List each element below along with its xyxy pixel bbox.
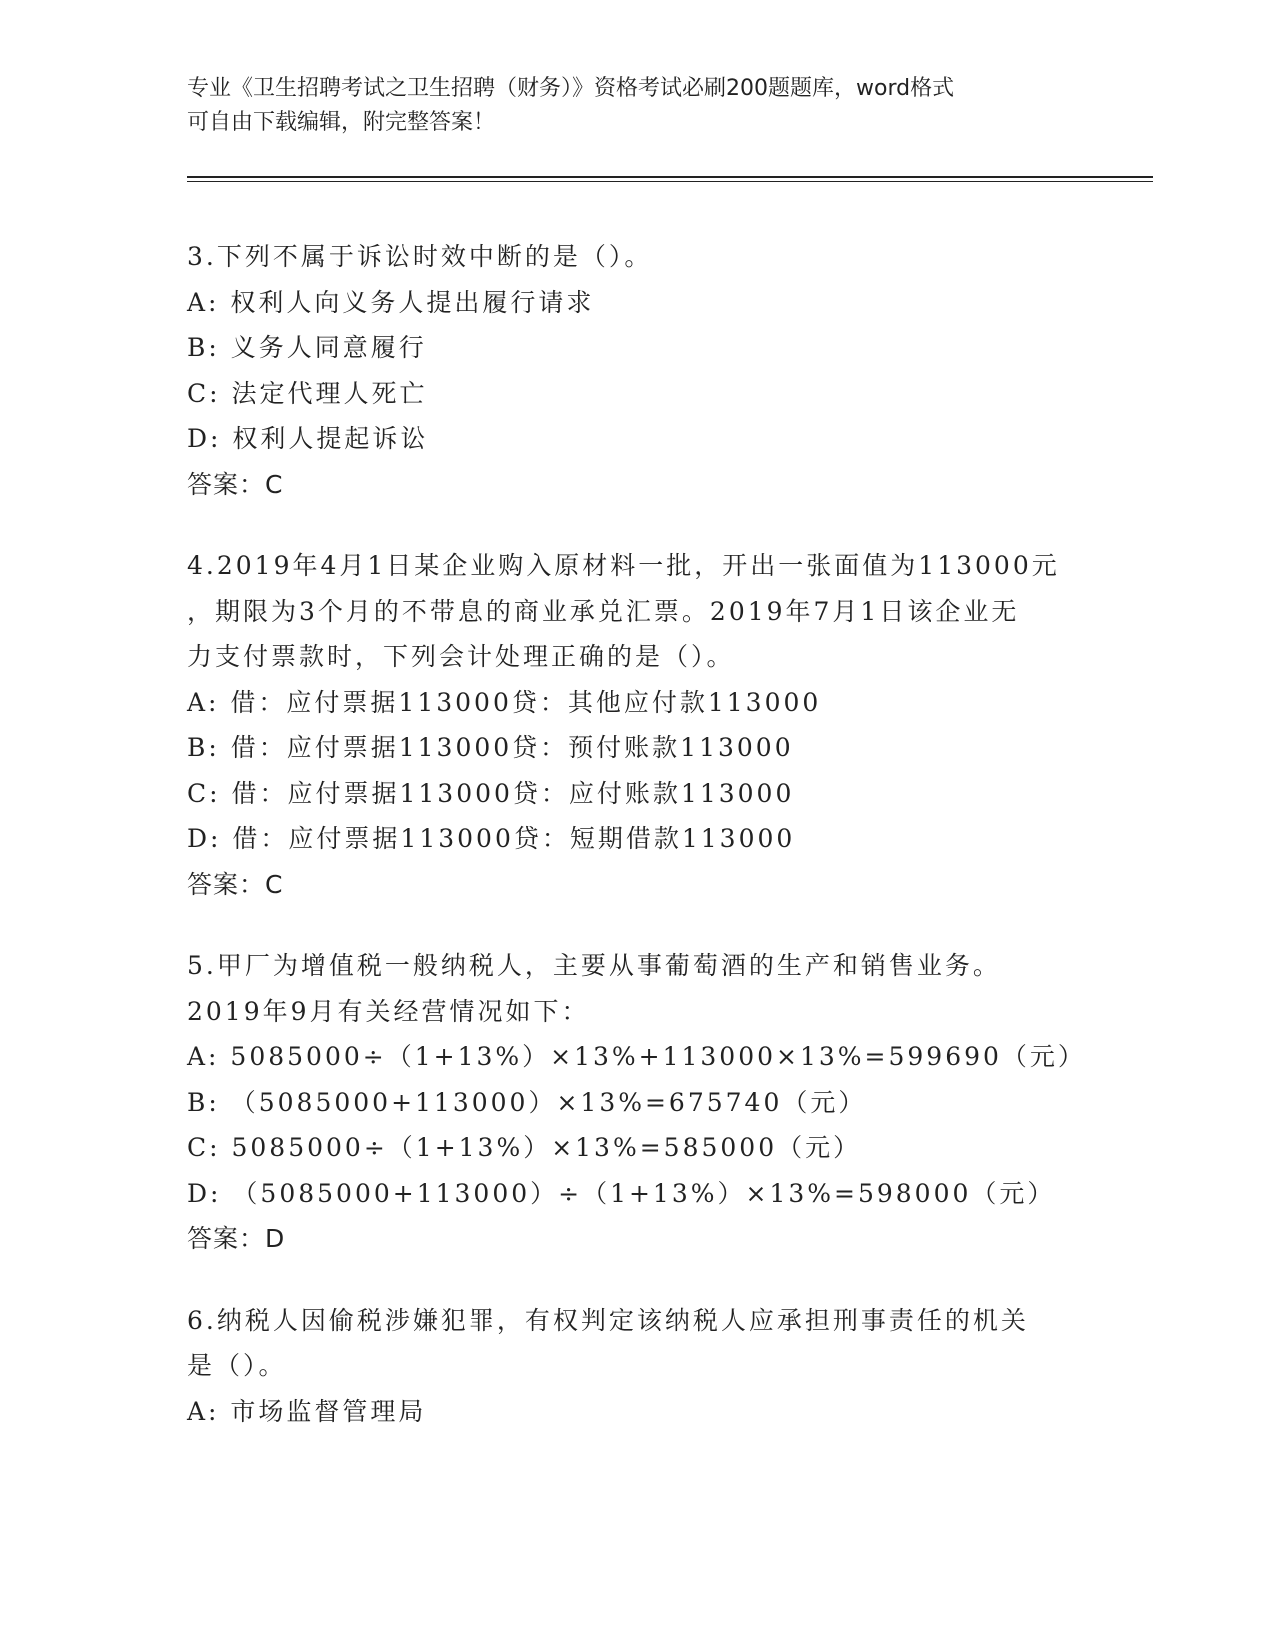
option-d: D: （5085000+113000）÷（1+13%）×13%=598000（元） — [187, 1178, 1056, 1208]
option-a: A: 借：应付票据113000贷：其他应付款113000 — [187, 687, 822, 717]
question-stem: ，期限为3个月的不带息的商业承兑汇票。2019年7月1日该企业无 — [187, 596, 1020, 626]
option-b: B: 借：应付票据113000贷：预付账款113000 — [187, 733, 794, 762]
option-b: B: （5085000+113000）×13%=675740（元） — [187, 1087, 867, 1117]
option-c: C: 5085000÷（1+13%）×13%=585000（元） — [187, 1133, 862, 1162]
option-b: B: 义务人同意履行 — [187, 333, 427, 362]
answer: 答案：C — [187, 469, 284, 499]
question-stem: 4.2019年4月1日某企业购入原材料一批，开出一张面值为113000元 — [187, 551, 1060, 580]
question-stem: 是（）。 — [187, 1351, 287, 1380]
question-stem: 3.下列不属于诉讼时效中断的是（）。 — [187, 242, 653, 271]
question-stem: 6.纳税人因偷税涉嫌犯罪，有权判定该纳税人应承担刑事责任的机关 — [187, 1305, 1029, 1335]
question-stem: 5.甲厂为增值税一般纳税人，主要从事葡萄酒的生产和销售业务。 — [187, 951, 1001, 980]
option-c: C: 借：应付票据113000贷：应付账款113000 — [187, 778, 795, 808]
question-list — [187, 234, 1087, 1470]
option-a: A: 市场监督管理局 — [187, 1396, 427, 1426]
question-6 — [187, 1298, 1087, 1435]
header-line-2: 可自由下载编辑，附完整答案！ — [187, 110, 496, 135]
question-3 — [187, 234, 1087, 507]
header-line-1: 专业《卫生招聘考试之卫生招聘（财务）》资格考试必刷200题题库，word格式 — [187, 76, 955, 101]
header-divider — [187, 176, 1153, 182]
option-a: A: 权利人向义务人提出履行请求 — [187, 287, 595, 317]
document-header — [187, 72, 1087, 140]
answer: 答案：C — [187, 869, 284, 899]
option-d: D: 权利人提起诉讼 — [187, 424, 429, 453]
question-stem: 力支付票款时，下列会计处理正确的是（）。 — [187, 642, 735, 671]
question-stem: 2019年9月有关经营情况如下： — [187, 996, 590, 1026]
question-4 — [187, 543, 1087, 907]
answer: 答案：D — [187, 1224, 286, 1253]
option-d: D: 借：应付票据113000贷：短期借款113000 — [187, 824, 796, 853]
option-c: C: 法定代理人死亡 — [187, 378, 428, 408]
option-a: A: 5085000÷（1+13%）×13%+113000×13%=599690（元） — [187, 1042, 1086, 1071]
question-5 — [187, 943, 1087, 1262]
